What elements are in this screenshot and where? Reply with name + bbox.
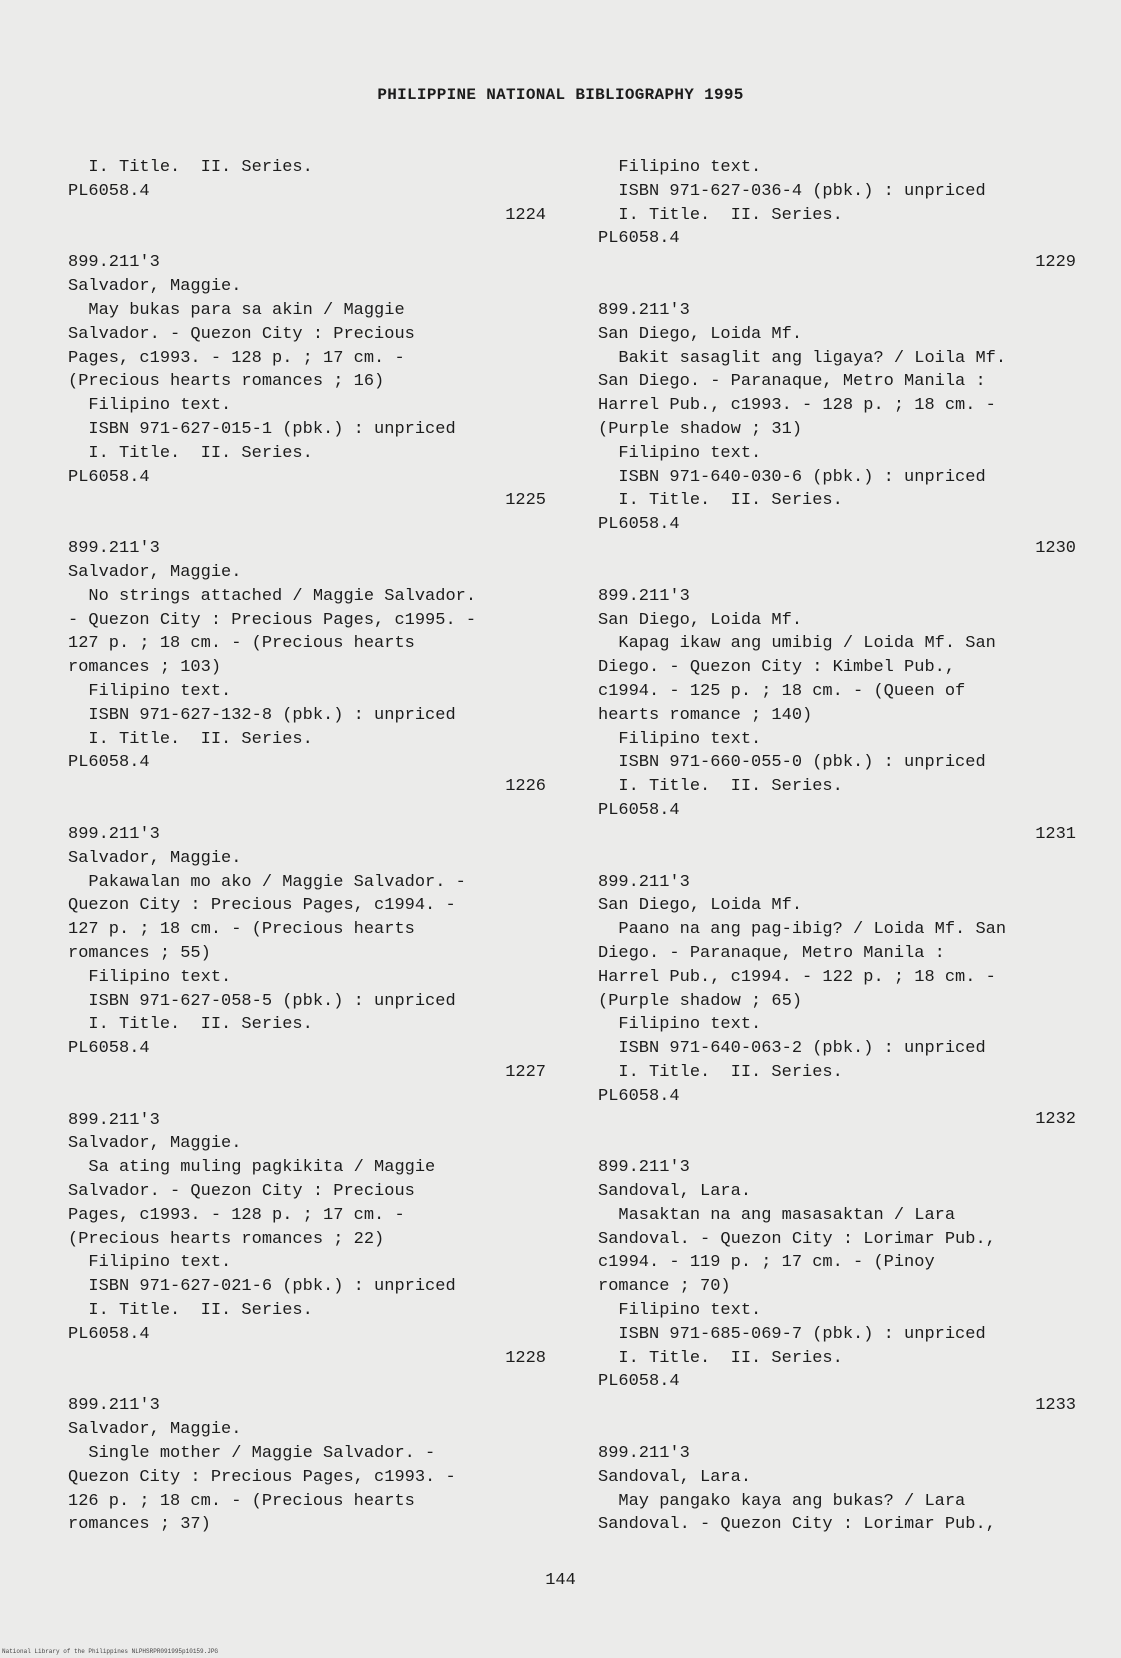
entry-line: May bukas para sa akin / Maggie (68, 300, 405, 320)
entry-line: (Purple shadow ; 31) (598, 419, 803, 439)
entry-line: 899.211'3 (598, 1158, 690, 1178)
entry-line: Paano na ang pag-ibig? / Loida Mf. San (598, 920, 1007, 940)
page-title: PHILIPPINE NATIONAL BIBLIOGRAPHY 1995 (377, 86, 744, 104)
entry-separator (598, 1132, 1078, 1156)
entry-line: Salvador, Maggie. (68, 277, 242, 297)
entry-line: ISBN 971-640-030-6 (pbk.) : unpriced (598, 467, 986, 487)
entry-line: Sandoval. - Quezon City : Lorimar Pub., (598, 1515, 996, 1535)
entry-line: ISBN 971-660-055-0 (pbk.) : unpriced (598, 753, 986, 773)
entry-line: Harrel Pub., c1993. - 128 p. ; 18 cm. - (598, 396, 996, 416)
entry-line: Sa ating muling pagkikita / Maggie (68, 1158, 436, 1178)
entry-line: 126 p. ; 18 cm. - (Precious hearts (68, 1491, 415, 1511)
entry-line: Filipino text. (598, 158, 762, 177)
entry-line: PL6058.4 (598, 229, 680, 249)
entry-line: 899.211'3 (68, 253, 160, 273)
entry-line: Filipino text. (598, 443, 762, 463)
entry-line: I. Title. II. Series. (68, 158, 313, 177)
entry-line: Salvador. - Quezon City : Precious (68, 1182, 415, 1202)
entry-line: Sandoval, Lara. (598, 1182, 752, 1202)
right-column (598, 156, 1078, 1537)
entry-line: (Purple shadow ; 65) (598, 991, 803, 1011)
entry-line: Filipino text. (68, 967, 232, 987)
entry-line: PL6058.4 (598, 1372, 680, 1392)
entry-line: 899.211'3 (598, 1444, 690, 1464)
entry-line: Salvador. - Quezon City : Precious (68, 324, 415, 344)
entry-line: Diego. - Quezon City : Kimbel Pub., (598, 658, 956, 678)
entry-line: Kapag ikaw ang umibig / Loida Mf. San (598, 634, 996, 654)
entry-line: San Diego. - Paranaque, Metro Manila : (598, 372, 986, 392)
entry-line: romance ; 70) (598, 1277, 731, 1297)
entry-number: 1229 (1035, 253, 1076, 273)
entry-line: San Diego, Loida Mf. (598, 610, 803, 630)
entry-separator (68, 1370, 548, 1394)
entry-number: 1233 (1035, 1396, 1076, 1416)
entry-line: Sandoval, Lara. (598, 1467, 752, 1487)
entry-line: ISBN 971-627-036-4 (pbk.) : unpriced (598, 181, 986, 201)
entry-line: Filipino text. (598, 1015, 762, 1035)
entry-line: PL6058.4 (68, 181, 150, 201)
entry-line: romances ; 103) (68, 658, 222, 678)
entry-number: 1226 (505, 777, 546, 797)
entry-line: Bakit sasaglit ang ligaya? / Loila Mf. (598, 348, 1007, 368)
entry-separator (68, 227, 548, 251)
entry-line: I. Title. II. Series. (68, 1015, 313, 1035)
entry-line: Salvador, Maggie. (68, 848, 242, 868)
entry-line: Quezon City : Precious Pages, c1994. - (68, 896, 456, 916)
entry-line: (Precious hearts romances ; 22) (68, 1229, 385, 1249)
entry-line: 127 p. ; 18 cm. - (Precious hearts (68, 634, 415, 654)
entry-line: 127 p. ; 18 cm. - (Precious hearts (68, 920, 415, 940)
entry-line: Diego. - Paranaque, Metro Manila : (598, 943, 945, 963)
scan-credit: National Library of the Philippines NLPHSRPR091995p10159.JPG (2, 1648, 219, 1655)
entry-number: 1228 (505, 1348, 546, 1368)
entry-line: I. Title. II. Series. (598, 1348, 843, 1368)
entry-line: Harrel Pub., c1994. - 122 p. ; 18 cm. - (598, 967, 996, 987)
entry-line: PL6058.4 (68, 1039, 150, 1059)
entry-line: PL6058.4 (68, 753, 150, 773)
entry-separator (598, 847, 1078, 871)
entry-line: San Diego, Loida Mf. (598, 324, 803, 344)
entry-line: I. Title. II. Series. (68, 443, 313, 463)
page-number: 144 (545, 1571, 576, 1590)
entry-line: Filipino text. (68, 1253, 232, 1273)
entry-line: No strings attached / Maggie Salvador. (68, 586, 477, 606)
entry-line: Masaktan na ang masasaktan / Lara (598, 1205, 956, 1225)
entry-line: PL6058.4 (598, 800, 680, 820)
entry-line: ISBN 971-627-132-8 (pbk.) : unpriced (68, 705, 456, 725)
entry-line: romances ; 37) (68, 1515, 211, 1535)
entry-line: Salvador, Maggie. (68, 562, 242, 582)
entry-separator (598, 561, 1078, 585)
entry-line: Sandoval. - Quezon City : Lorimar Pub., (598, 1229, 996, 1249)
entry-number: 1232 (1035, 1110, 1076, 1130)
entry-line: (Precious hearts romances ; 16) (68, 372, 385, 392)
entry-number: 1225 (505, 491, 546, 511)
entry-line: 899.211'3 (68, 539, 160, 559)
entry-line: I. Title. II. Series. (68, 1301, 313, 1321)
entry-line: I. Title. II. Series. (598, 777, 843, 797)
entry-line: c1994. - 119 p. ; 17 cm. - (Pinoy (598, 1253, 935, 1273)
entry-number: 1231 (1035, 824, 1076, 844)
entry-line: ISBN 971-640-063-2 (pbk.) : unpriced (598, 1039, 986, 1059)
entry-number: 1224 (505, 205, 546, 225)
entry-line: ISBN 971-627-015-1 (pbk.) : unpriced (68, 419, 456, 439)
entry-line: PL6058.4 (68, 1324, 150, 1344)
entry-line: I. Title. II. Series. (598, 491, 843, 511)
entry-separator (598, 1418, 1078, 1442)
entry-line: May pangako kaya ang bukas? / Lara (598, 1491, 966, 1511)
entry-line: 899.211'3 (68, 824, 160, 844)
entry-number: 1227 (505, 1062, 546, 1082)
entry-line: PL6058.4 (598, 1086, 680, 1106)
entry-line: 899.211'3 (598, 872, 690, 892)
entry-line: I. Title. II. Series. (68, 729, 313, 749)
entry-line: Filipino text. (598, 1301, 762, 1321)
entry-line: 899.211'3 (68, 1396, 160, 1416)
entry-line: Single mother / Maggie Salvador. - (68, 1444, 436, 1464)
entry-separator (68, 799, 548, 823)
entry-line: - Quezon City : Precious Pages, c1995. - (68, 610, 477, 630)
entry-separator (68, 513, 548, 537)
entry-line: I. Title. II. Series. (598, 1062, 843, 1082)
entry-separator (68, 1085, 548, 1109)
left-column (68, 156, 548, 1537)
entry-line: Filipino text. (598, 729, 762, 749)
entry-line: Filipino text. (68, 396, 232, 416)
entry-line: Pakawalan mo ako / Maggie Salvador. - (68, 872, 466, 892)
entry-line: San Diego, Loida Mf. (598, 896, 803, 916)
entry-line: Pages, c1993. - 128 p. ; 17 cm. - (68, 348, 405, 368)
entry-number: 1230 (1035, 538, 1076, 558)
entry-line: I. Title. II. Series. (598, 205, 843, 225)
entry-line: PL6058.4 (598, 515, 680, 535)
entry-line: romances ; 55) (68, 943, 211, 963)
entry-line: Pages, c1993. - 128 p. ; 17 cm. - (68, 1205, 405, 1225)
entry-line: c1994. - 125 p. ; 18 cm. - (Queen of (598, 681, 966, 701)
entry-line: 899.211'3 (598, 300, 690, 320)
entry-line: ISBN 971-627-058-5 (pbk.) : unpriced (68, 991, 456, 1011)
entry-line: ISBN 971-685-069-7 (pbk.) : unpriced (598, 1324, 986, 1344)
entry-line: PL6058.4 (68, 467, 150, 487)
entry-line: ISBN 971-627-021-6 (pbk.) : unpriced (68, 1277, 456, 1297)
entry-line: 899.211'3 (68, 1110, 160, 1130)
entry-line: 899.211'3 (598, 586, 690, 606)
entry-line: hearts romance ; 140) (598, 705, 813, 725)
entry-line: Salvador, Maggie. (68, 1134, 242, 1154)
entry-separator (598, 275, 1078, 299)
entry-line: Salvador, Maggie. (68, 1420, 242, 1440)
entry-line: Filipino text. (68, 681, 232, 701)
entry-line: Quezon City : Precious Pages, c1993. - (68, 1467, 456, 1487)
